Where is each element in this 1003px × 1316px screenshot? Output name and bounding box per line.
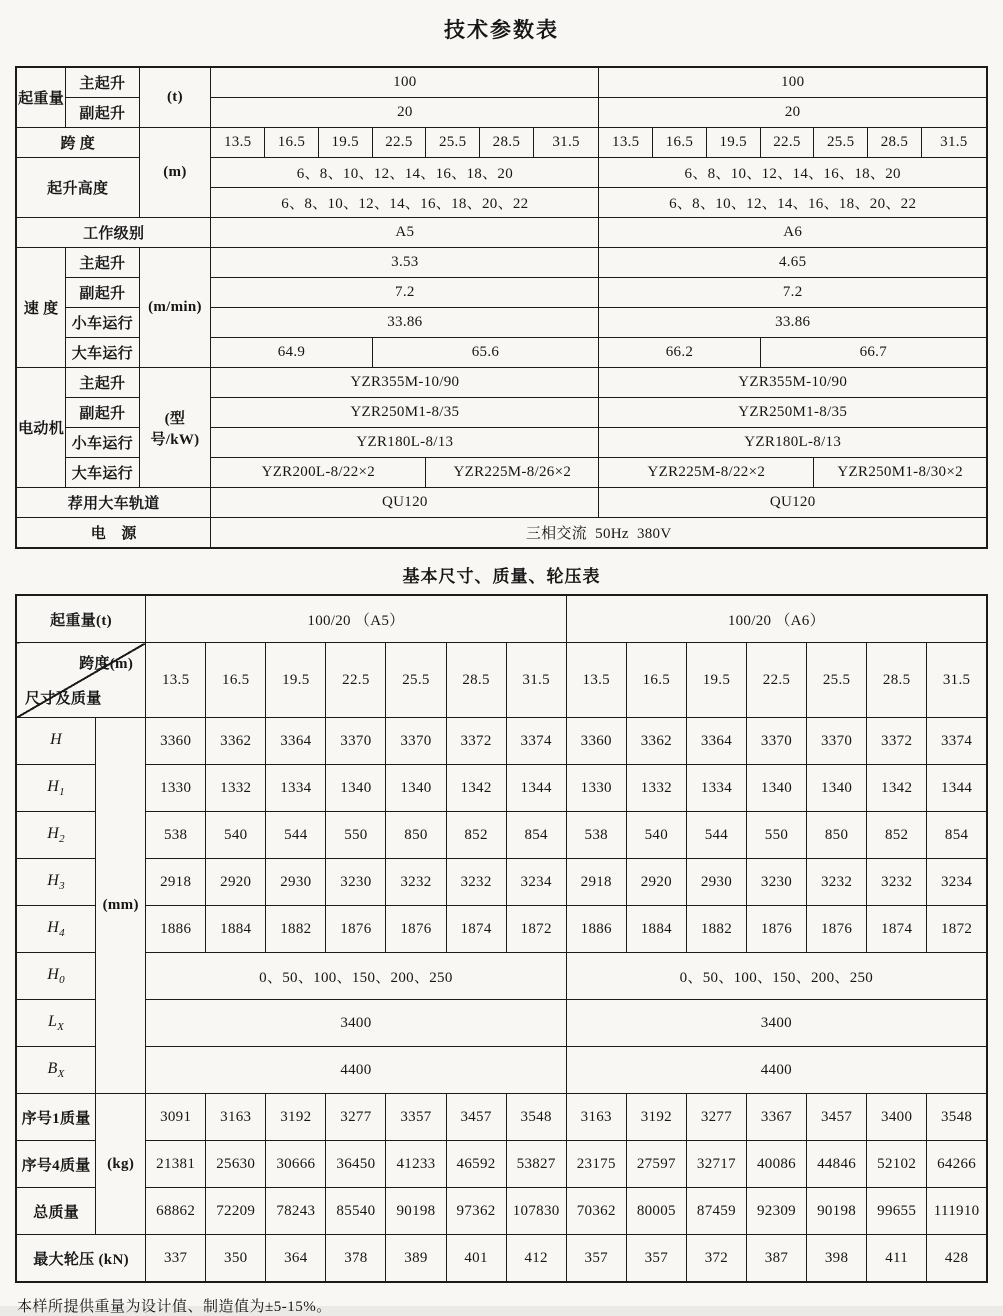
table-cell: 1882 [686, 906, 746, 953]
table-row [16, 812, 987, 859]
table-cell: 6、8、10、12、14、16、18、20、22 [599, 188, 987, 218]
table-cell: 100/20 （A6） [566, 595, 987, 643]
table-cell: 68862 [146, 1188, 206, 1235]
table-cell: 3232 [446, 859, 506, 906]
table-cell: 538 [566, 812, 626, 859]
table-cell: 33.86 [599, 308, 987, 338]
table-cell: 7.2 [599, 278, 987, 308]
table-cell: 66.2 [599, 338, 760, 368]
table-cell: 20 [211, 98, 599, 128]
table-cell: 20 [599, 98, 987, 128]
table-row [16, 1235, 987, 1283]
table-cell: 550 [746, 812, 806, 859]
table-cell: 87459 [686, 1188, 746, 1235]
table-cell: 4.65 [599, 248, 987, 278]
table-cell: 337 [146, 1235, 206, 1283]
table-cell: 2920 [626, 859, 686, 906]
table-cell: 1344 [927, 765, 987, 812]
table-cell: 550 [326, 812, 386, 859]
table-cell: 3370 [807, 718, 867, 765]
table-row [16, 765, 987, 812]
table-cell: 1330 [566, 765, 626, 812]
table-cell: 1332 [626, 765, 686, 812]
column-header: 25.5 [386, 643, 446, 718]
table-row [16, 953, 987, 1000]
row-label-crane-travel: 大车运行 [66, 338, 139, 368]
table-cell: 357 [566, 1235, 626, 1283]
table-cell: 854 [506, 812, 566, 859]
table-cell: YZR250M1-8/30×2 [814, 458, 987, 488]
table-cell: 0、50、100、150、200、250 [566, 953, 987, 1000]
table-cell: 22.5 [760, 128, 814, 158]
unit-label-t: (t) [139, 67, 211, 128]
table-row [16, 67, 987, 98]
table-cell: 7.2 [211, 278, 599, 308]
table-cell: 21381 [146, 1141, 206, 1188]
column-header: 31.5 [506, 643, 566, 718]
table-cell: 97362 [446, 1188, 506, 1235]
table-cell: 1876 [386, 906, 446, 953]
table-cell: QU120 [211, 488, 599, 518]
table-row [16, 368, 987, 398]
table-cell: 3360 [146, 718, 206, 765]
column-header: 16.5 [206, 643, 266, 718]
dimension-axis-label: 尺寸及质量 [25, 691, 102, 707]
table-cell: 30666 [266, 1141, 326, 1188]
table-cell: 111910 [927, 1188, 987, 1235]
table-cell: 1874 [867, 906, 927, 953]
table-cell: YZR180L-8/13 [599, 428, 987, 458]
row-label-H: H [16, 718, 96, 765]
table-cell: 1334 [686, 765, 746, 812]
table-cell: 3232 [867, 859, 927, 906]
table-cell: 100/20 （A5） [146, 595, 567, 643]
row-label-LX: $L_X$ [16, 1000, 96, 1047]
table-row [16, 248, 987, 278]
column-header: 16.5 [626, 643, 686, 718]
table-cell: A6 [599, 218, 987, 248]
table-cell: 6、8、10、12、14、16、18、20 [599, 158, 987, 188]
table-cell: 25.5 [426, 128, 480, 158]
table-cell: 3234 [506, 859, 566, 906]
table-cell: 64266 [927, 1141, 987, 1188]
table-cell: 3357 [386, 1094, 446, 1141]
table-cell: 3400 [867, 1094, 927, 1141]
table-cell: YZR355M-10/90 [211, 368, 599, 398]
table-cell: A5 [211, 218, 599, 248]
table-cell: 33.86 [211, 308, 599, 338]
table-cell: 36450 [326, 1141, 386, 1188]
table-cell: 3457 [807, 1094, 867, 1141]
group-label-motor: 电动机 [16, 368, 66, 488]
table-cell: 23175 [566, 1141, 626, 1188]
table-cell: 3192 [626, 1094, 686, 1141]
row-label-BX: $B_X$ [16, 1047, 96, 1094]
table-row [16, 518, 987, 549]
column-header: 28.5 [446, 643, 506, 718]
table-cell: QU120 [599, 488, 987, 518]
table-cell: 53827 [506, 1141, 566, 1188]
row-label-lifting-height: 起升高度 [16, 158, 139, 218]
table-cell: 1884 [626, 906, 686, 953]
table-cell: 19.5 [318, 128, 372, 158]
table-cell: YZR225M-8/22×2 [599, 458, 814, 488]
table-cell: 32717 [686, 1141, 746, 1188]
table-cell: 3374 [927, 718, 987, 765]
column-header: 13.5 [566, 643, 626, 718]
table-cell: 三相交流 50Hz 380V [211, 518, 987, 549]
table-row [16, 906, 987, 953]
table-cell: 357 [626, 1235, 686, 1283]
table-cell: 16.5 [653, 128, 707, 158]
table-cell: 850 [386, 812, 446, 859]
row-label-item4-mass: 序号4质量 [16, 1141, 96, 1188]
table-cell: 3362 [626, 718, 686, 765]
table-cell: 99655 [867, 1188, 927, 1235]
column-header: 19.5 [686, 643, 746, 718]
table-cell: 16.5 [265, 128, 319, 158]
table-cell: 44846 [807, 1141, 867, 1188]
table-cell: 13.5 [211, 128, 265, 158]
table-cell: 1886 [566, 906, 626, 953]
table-cell: 3400 [146, 1000, 567, 1047]
table-cell: 27597 [626, 1141, 686, 1188]
table-cell: 6、8、10、12、14、16、18、20、22 [211, 188, 599, 218]
table-row [16, 643, 987, 718]
table-cell: 3370 [326, 718, 386, 765]
row-label-main-hoist: 主起升 [66, 368, 139, 398]
table-cell: 66.7 [760, 338, 987, 368]
row-label-total-mass: 总质量 [16, 1188, 96, 1235]
row-label-H1: $H_1$ [16, 765, 96, 812]
table2-title: 基本尺寸、质量、轮压表 [402, 567, 601, 586]
table-cell: 1886 [146, 906, 206, 953]
table-cell: YZR180L-8/13 [211, 428, 599, 458]
table-cell: 28.5 [868, 128, 922, 158]
table-cell: 1872 [927, 906, 987, 953]
table-cell: 850 [807, 812, 867, 859]
table-cell: 1874 [446, 906, 506, 953]
table-cell: 92309 [746, 1188, 806, 1235]
dimensions-mass-wheel-pressure-table [15, 594, 988, 1283]
row-label-aux-hoist: 副起升 [66, 398, 139, 428]
table-row [16, 595, 987, 643]
table-cell: 1342 [867, 765, 927, 812]
table-cell: 852 [867, 812, 927, 859]
table-cell: 1344 [506, 765, 566, 812]
column-header: 31.5 [927, 643, 987, 718]
table-cell: 6、8、10、12、14、16、18、20 [211, 158, 599, 188]
table-cell: 78243 [266, 1188, 326, 1235]
table-cell: 428 [927, 1235, 987, 1283]
technical-parameters-table [15, 66, 988, 549]
table-cell: 350 [206, 1235, 266, 1283]
table-row [16, 1047, 987, 1094]
table-cell: 398 [807, 1235, 867, 1283]
table-cell: 2930 [266, 859, 326, 906]
table-cell: 1872 [506, 906, 566, 953]
table-cell: 1340 [746, 765, 806, 812]
table-row [16, 1094, 987, 1141]
table-cell: 85540 [326, 1188, 386, 1235]
table-cell: 4400 [146, 1047, 567, 1094]
table-cell: 52102 [867, 1141, 927, 1188]
table-cell: 100 [211, 67, 599, 98]
table-cell: 31.5 [533, 128, 599, 158]
footnote: 本样所提供重量为设计值、制造值为±5-15%。 [17, 1299, 332, 1315]
table-cell: 1334 [266, 765, 326, 812]
table-cell: 1876 [326, 906, 386, 953]
unit-label-model-kw: (型号/kW) [139, 368, 211, 488]
table-cell: 372 [686, 1235, 746, 1283]
row-label-power-supply: 电 源 [16, 518, 211, 549]
table-cell: 3370 [386, 718, 446, 765]
row-label-main-hoist: 主起升 [66, 248, 139, 278]
table-cell: 3163 [566, 1094, 626, 1141]
row-label-recommended-rail: 荐用大车轨道 [16, 488, 211, 518]
table-cell: 1330 [146, 765, 206, 812]
unit-label-mm: (mm) [96, 718, 146, 1094]
table-cell: 3400 [566, 1000, 987, 1047]
table-cell: 364 [266, 1235, 326, 1283]
table-cell: YZR250M1-8/35 [211, 398, 599, 428]
table-cell: 1342 [446, 765, 506, 812]
table-cell: 13.5 [599, 128, 653, 158]
table-cell: 1884 [206, 906, 266, 953]
table-cell: YZR250M1-8/35 [599, 398, 987, 428]
table-cell: 412 [506, 1235, 566, 1283]
table-row [16, 1188, 987, 1235]
table-cell: 540 [626, 812, 686, 859]
table-row [16, 1000, 987, 1047]
row-label-aux-hoist: 副起升 [66, 98, 139, 128]
row-label-item1-mass: 序号1质量 [16, 1094, 96, 1141]
row-label-max-wheel-pressure: 最大轮压 (kN) [16, 1235, 146, 1283]
table-cell: 3364 [266, 718, 326, 765]
table-cell: 3374 [506, 718, 566, 765]
table-cell: 90198 [807, 1188, 867, 1235]
column-header: 22.5 [746, 643, 806, 718]
table-row [16, 718, 987, 765]
row-label-trolley-travel: 小车运行 [66, 428, 139, 458]
table-cell: 3548 [927, 1094, 987, 1141]
table-row [16, 1141, 987, 1188]
table-cell: 3.53 [211, 248, 599, 278]
table-cell: 65.6 [372, 338, 599, 368]
table-row [16, 128, 987, 158]
table-cell: 3372 [867, 718, 927, 765]
table-cell: 3372 [446, 718, 506, 765]
table-cell: 25630 [206, 1141, 266, 1188]
row-label-H2: $H_2$ [16, 812, 96, 859]
table-cell: 1332 [206, 765, 266, 812]
table-cell: 41233 [386, 1141, 446, 1188]
table-cell: 4400 [566, 1047, 987, 1094]
table-cell: 40086 [746, 1141, 806, 1188]
row-label-H4: $H_4$ [16, 906, 96, 953]
group-label-speed: 速 度 [16, 248, 66, 368]
row-label-H0: $H_0$ [16, 953, 96, 1000]
table-cell: 852 [446, 812, 506, 859]
table-cell: 1340 [326, 765, 386, 812]
row-label-aux-hoist: 副起升 [66, 278, 139, 308]
table-cell: 22.5 [372, 128, 426, 158]
row-label-trolley-travel: 小车运行 [66, 308, 139, 338]
table-cell: 387 [746, 1235, 806, 1283]
column-header: 25.5 [807, 643, 867, 718]
table-cell: 3232 [807, 859, 867, 906]
row-label-duty-class: 工作级别 [16, 218, 211, 248]
table-cell: 389 [386, 1235, 446, 1283]
column-header: 22.5 [326, 643, 386, 718]
table-cell: 0、50、100、150、200、250 [146, 953, 567, 1000]
column-header: 19.5 [266, 643, 326, 718]
row-label-crane-travel: 大车运行 [66, 458, 139, 488]
table-cell: 28.5 [480, 128, 534, 158]
column-header: 28.5 [867, 643, 927, 718]
table-cell: 540 [206, 812, 266, 859]
table-cell: 100 [599, 67, 987, 98]
table-cell: 544 [686, 812, 746, 859]
table-cell: 3367 [746, 1094, 806, 1141]
table-cell: 854 [927, 812, 987, 859]
table-cell: 70362 [566, 1188, 626, 1235]
table-cell: 3230 [746, 859, 806, 906]
table-cell: 2918 [566, 859, 626, 906]
row-label-main-hoist: 主起升 [66, 67, 139, 98]
table-cell: 72209 [206, 1188, 266, 1235]
table-cell: 1876 [807, 906, 867, 953]
table-cell: 25.5 [814, 128, 868, 158]
table-cell: 3457 [446, 1094, 506, 1141]
table-cell: 1882 [266, 906, 326, 953]
table-cell: 3230 [326, 859, 386, 906]
table-cell: 90198 [386, 1188, 446, 1235]
table-cell: 3548 [506, 1094, 566, 1141]
table-cell: 378 [326, 1235, 386, 1283]
table-cell: 19.5 [706, 128, 760, 158]
unit-label-kg: (kg) [96, 1094, 146, 1235]
table-cell: YZR355M-10/90 [599, 368, 987, 398]
table-cell: 1876 [746, 906, 806, 953]
table-cell: 3360 [566, 718, 626, 765]
table-cell: 1340 [807, 765, 867, 812]
unit-label-m: (m) [139, 128, 211, 218]
table-cell: 64.9 [211, 338, 372, 368]
table-cell: 538 [146, 812, 206, 859]
table-cell: 3364 [686, 718, 746, 765]
table-cell: 1340 [386, 765, 446, 812]
table-cell: 544 [266, 812, 326, 859]
diagonal-header-cell [16, 643, 146, 718]
table-cell: 411 [867, 1235, 927, 1283]
row-label-capacity: 起重量(t) [16, 595, 146, 643]
table-cell: YZR200L-8/22×2 [211, 458, 426, 488]
table-cell: 3163 [206, 1094, 266, 1141]
table-cell: 107830 [506, 1188, 566, 1235]
unit-label-m-min: (m/min) [139, 248, 211, 368]
table-cell: 2918 [146, 859, 206, 906]
table-cell: 3362 [206, 718, 266, 765]
table-cell: 3277 [686, 1094, 746, 1141]
table-cell: 31.5 [921, 128, 987, 158]
table1-title: 技术参数表 [444, 18, 559, 42]
group-label-lifting-capacity: 起重量 [16, 67, 66, 128]
table-row [16, 859, 987, 906]
table-cell: 3277 [326, 1094, 386, 1141]
table-cell: 3192 [266, 1094, 326, 1141]
span-axis-label: 跨度(m) [79, 656, 134, 672]
table-row [16, 218, 987, 248]
table-cell: YZR225M-8/26×2 [426, 458, 599, 488]
column-header: 13.5 [146, 643, 206, 718]
table-cell: 3370 [746, 718, 806, 765]
table-row [16, 488, 987, 518]
table-cell: 3234 [927, 859, 987, 906]
row-label-H3: $H_3$ [16, 859, 96, 906]
table-cell: 80005 [626, 1188, 686, 1235]
table-cell: 46592 [446, 1141, 506, 1188]
table-cell: 3091 [146, 1094, 206, 1141]
table-cell: 3232 [386, 859, 446, 906]
row-label-span: 跨 度 [16, 128, 139, 158]
table-cell: 2930 [686, 859, 746, 906]
table-cell: 2920 [206, 859, 266, 906]
table-cell: 401 [446, 1235, 506, 1283]
